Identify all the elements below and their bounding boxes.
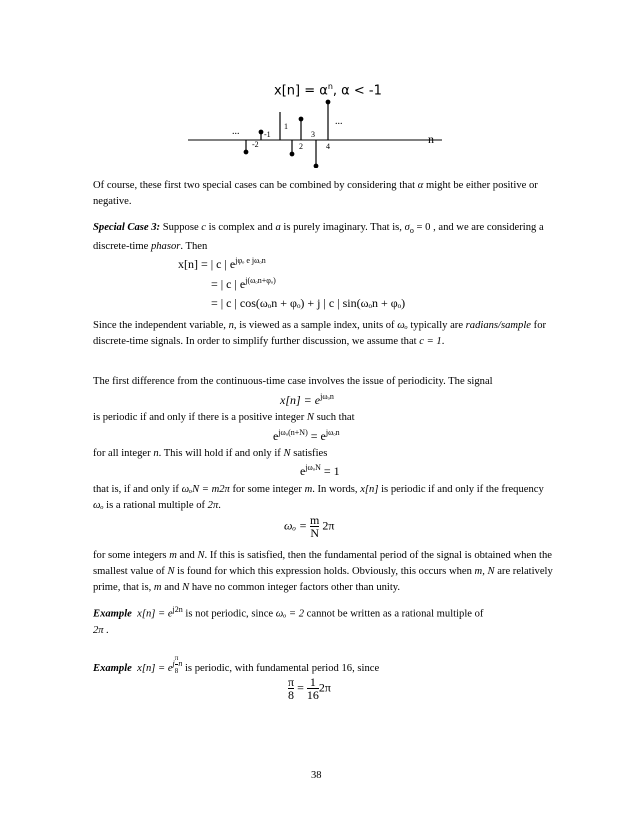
dots-right: ... xyxy=(335,116,343,127)
equation-unity: $e^{j\omega_oN} = 1$ xyxy=(300,463,340,478)
page-number: 38 xyxy=(311,770,322,781)
equation-period-16: $\frac{\pi}{8}$ = $\frac{1}{16}$ 2π xyxy=(288,675,331,702)
equation-phasor-line3: = | c | cos(ωₒn + φₒ) + j | c | sin(ωₒn + φₒ) xyxy=(211,296,406,310)
equation-periodic: $e^{j\omega_o(n+N)} = e^{j\omega_on}$ xyxy=(273,428,340,443)
tick-label: -2 xyxy=(252,140,259,149)
stem-marker-n4 xyxy=(326,100,330,104)
paragraph-units: Since the independent variable, n, is viewed as a sample index, units of ωₒ typically are radians/sample for discrete-time signals. In order to simplify further discussion, we assume that c = 1. xyxy=(93,320,547,347)
special-case-label: Special Case 3: xyxy=(93,222,161,233)
paragraph-fundamental-period: for some integers m and N. If this is satisfied, then the fundamental period of the signal is obtained when the smallest value of N is found for which this expression holds. Obviously, this occurs when m, N are relatively prime, that is, m and N have no common integer factors other than unity. xyxy=(93,550,553,593)
stem-marker-n1 xyxy=(290,152,294,156)
paragraph-periodicity: The first difference from the continuous-time case involves the issue of periodicity. The signal xyxy=(93,376,493,387)
equation-phasor-line2: = | c | $e^{j(\omega_on+\varphi_o)}$ xyxy=(211,276,276,291)
equation-frequency: ωₒ = $\frac{m}{N}$ 2π xyxy=(284,513,335,540)
stem-marker-n-2 xyxy=(244,150,248,154)
tick-label: 2 xyxy=(299,142,303,151)
tick-label: 4 xyxy=(326,142,330,151)
stem-marker-n-1 xyxy=(259,130,263,134)
tick-label: 3 xyxy=(311,130,315,139)
example-label: Example xyxy=(93,608,132,620)
equation-signal: $x[n] = e^{j\omega_on}$ xyxy=(280,392,334,407)
figure-title: $x[n] = \alpha^n$, α < -1 xyxy=(274,82,382,99)
tick-label: -1 xyxy=(264,130,271,139)
axis-label-n: n xyxy=(428,132,434,146)
stem-marker-n2 xyxy=(299,117,303,121)
paragraph-for-all-n: for all integer n. This will hold if and only if N satisfies xyxy=(93,448,328,459)
paragraph-periodic-condition: is periodic if and only if there is a positive integer N such that xyxy=(93,412,355,423)
example-periodic: Example $x[n] = e^{j \frac{\pi}{8} n}$ is periodic, with fundamental period 16, since xyxy=(93,654,380,675)
tick-label: 1 xyxy=(284,122,288,131)
dots-left: ... xyxy=(232,126,240,137)
equation-phasor-line1: x[n] = | c | $e^{j\varphi_o e j\omega_on}$ xyxy=(178,256,266,271)
example-label: Example xyxy=(93,662,132,674)
paragraph-combined-cases: Of course, these first two special cases can be combined by considering that α might be either positive or negative. xyxy=(93,180,538,207)
stem-marker-n3 xyxy=(314,164,318,168)
example-not-periodic: Example $x[n] = e^{j2n}$ is not periodic, since ωₒ = 2 cannot be written as a rational multiple of 2π . xyxy=(93,605,484,636)
stem-plot-figure xyxy=(180,82,470,168)
paragraph-rational-multiple: that is, if and only if ωₒN = m2π for some integer m. In words, x[n] is periodic if and only if the frequency ωₒ is a rational multiple of 2π. xyxy=(93,484,544,511)
paragraph-special-case-3: Special Case 3: Suppose c is complex and a is purely imaginary. That is, $\sigma_o = 0$ , and we are considering a discrete-time phasor. Then xyxy=(93,222,544,253)
